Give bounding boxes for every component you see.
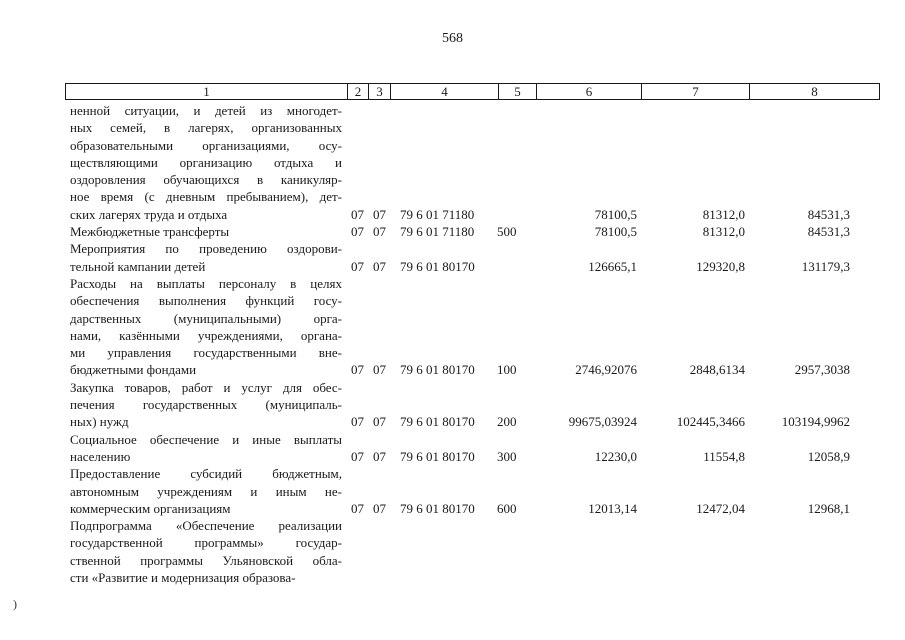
description-line: оздоровления обучающихся в каникуляр- [70,172,342,188]
subsection-code: 07 [373,500,386,516]
amount-col-7: 81312,0 [702,206,745,222]
subsection-code: 07 [373,258,386,274]
description-line: обеспечения выполнения функций госу- [70,293,342,309]
description-line: ственной программы Ульяновской обла- [70,552,342,568]
amount-col-6: 78100,5 [594,224,637,240]
description-line: ми управления государственными вне- [70,345,342,361]
description-line: ненной ситуации, и детей из многодет- [70,103,342,118]
amount-col-8: 12058,9 [807,448,850,464]
section-code: 07 [351,362,364,378]
target-article-code: 79 6 01 80170 [400,414,475,430]
description-line: ных семей, в лагерях, организованных [70,120,342,136]
target-article-code: 79 6 01 71180 [400,206,475,222]
amount-col-7: 12472,04 [696,500,745,516]
page-number: 568 [442,31,463,46]
header-col-5: 5 [498,84,536,99]
description-line: автономным учреждениям и иным не- [70,483,342,499]
section-code: 07 [351,258,364,274]
row-values [0,361,905,378]
row-values [0,500,905,517]
amount-col-6: 12230,0 [594,448,637,464]
amount-col-6: 126665,1 [588,258,637,274]
amount-col-6: 99675,03924 [568,414,637,430]
description-line: Расходы на выплаты персоналу в целях [70,275,342,291]
amount-col-8: 2957,3038 [794,362,850,378]
description-line: тельной кампании детей [70,258,206,274]
target-article-code: 79 6 01 80170 [400,500,475,516]
section-code: 07 [351,414,364,430]
expense-type-code: 500 [497,224,517,240]
section-code: 07 [351,224,364,240]
subsection-code: 07 [373,206,386,222]
table-row [0,223,905,240]
description-line: населению [70,448,131,464]
table-row [0,102,905,223]
description-line: ное время (с дневным пребыванием), дет- [70,189,342,205]
amount-col-7: 81312,0 [702,224,745,240]
amount-col-7: 102445,3466 [676,414,745,430]
row-values [0,258,905,275]
description-line: Межбюджетные трансферты [70,224,230,240]
subsection-code: 07 [373,448,386,464]
table-row [0,465,905,517]
table-row [0,431,905,466]
amount-col-6: 78100,5 [594,206,637,222]
amount-col-8: 131179,3 [801,258,850,274]
table-row [0,379,905,431]
table-header [65,83,880,100]
amount-col-6: 12013,14 [588,500,637,516]
table-row [0,275,905,379]
subsection-code: 07 [373,414,386,430]
description-line: Закупка товаров, работ и услуг для обес- [70,379,342,395]
description-line: Предоставление субсидий бюджетным, [70,466,342,482]
description-line: коммерческим организациям [70,500,231,516]
table-row [0,240,905,275]
target-article-code: 79 6 01 80170 [400,258,475,274]
row-values [0,206,905,223]
description-line: ских лагерях труда и отдыха [70,206,228,222]
description-line: Мероприятия по проведению оздорови- [70,241,342,257]
row-values [0,448,905,465]
description-line: печения государственных (муниципаль- [70,397,342,413]
header-col-6: 6 [536,84,641,99]
amount-col-8: 12968,1 [807,500,850,516]
header-col-3: 3 [368,84,390,99]
header-col-1: 1 [203,84,210,99]
amount-col-8: 84531,3 [807,206,850,222]
target-article-code: 79 6 01 80170 [400,362,475,378]
table-body [0,102,905,586]
expense-type-code: 300 [497,448,517,464]
amount-col-7: 129320,8 [696,258,745,274]
row-description [70,517,342,586]
expense-type-code: 600 [497,500,517,516]
amount-col-7: 2848,6134 [689,362,745,378]
header-col-8: 8 [749,84,879,99]
description-line: дарственных (муниципальными) орга- [70,310,342,326]
description-line: бюджетными фондами [70,362,197,378]
target-article-code: 79 6 01 80170 [400,448,475,464]
section-code: 07 [351,500,364,516]
margin-mark: ) [13,597,17,611]
description-line: Социальное обеспечение и иные выплаты [70,431,342,447]
section-code: 07 [351,448,364,464]
description-line: образовательными организациями, осу- [70,137,342,153]
expense-type-code: 100 [497,362,517,378]
amount-col-6: 2746,92076 [575,362,637,378]
description-line: сти «Развитие и модернизация образова- [70,570,296,586]
header-col-2: 2 [347,84,368,99]
subsection-code: 07 [373,224,386,240]
amount-col-8: 103194,9962 [781,414,850,430]
header-col-7: 7 [641,84,749,99]
description-line: нами, казёнными учреждениями, органа- [70,327,342,343]
description-line: Подпрограмма «Обеспечение реализации [70,518,342,534]
section-code: 07 [351,206,364,222]
description-line: ных) нужд [70,414,129,430]
row-values [0,223,905,240]
subsection-code: 07 [373,362,386,378]
description-line: ществляющими организацию отдыха и [70,154,342,170]
table-row [0,517,905,586]
amount-col-7: 11554,8 [703,448,745,464]
target-article-code: 79 6 01 71180 [400,224,475,240]
amount-col-8: 84531,3 [807,224,850,240]
header-col-4: 4 [390,84,498,99]
expense-type-code: 200 [497,414,517,430]
description-line: государственной программы» государ- [70,535,342,551]
row-values [0,413,905,430]
